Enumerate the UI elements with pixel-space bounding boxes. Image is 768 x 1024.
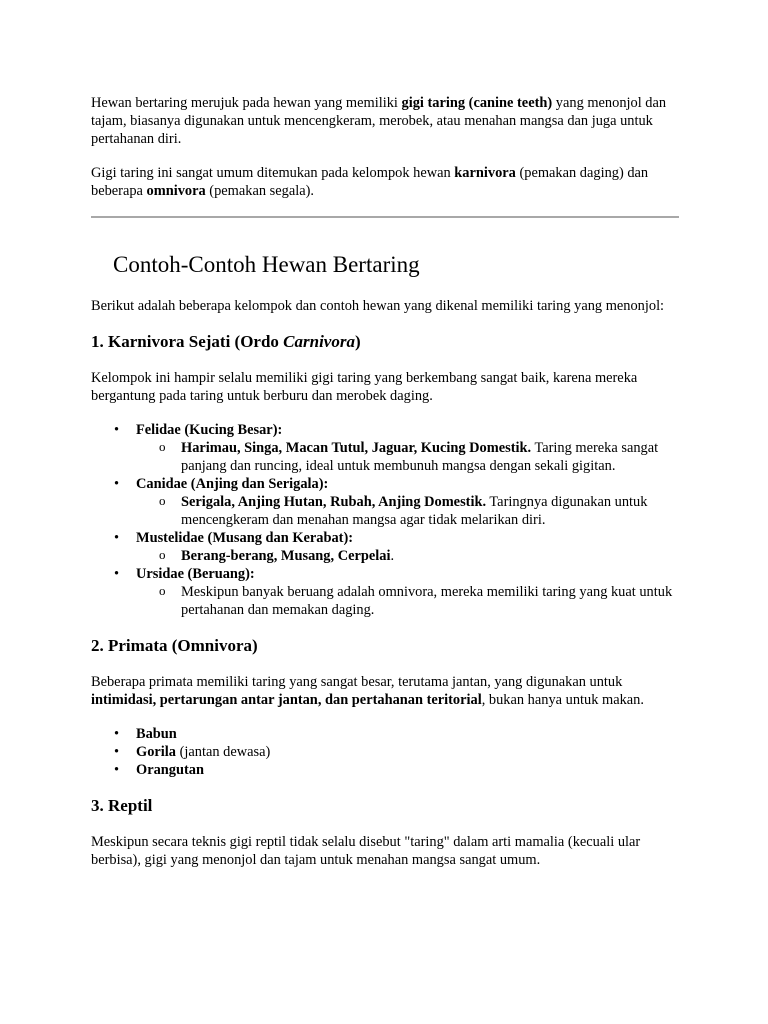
list-item: o Harimau, Singa, Macan Tutul, Jaguar, Kucing Domestik. Taring mereka sangat panjang dan runcing, ideal untuk membunuh mangsa dengan sekali gigitan. [136, 439, 681, 475]
sub-list [136, 439, 681, 475]
sub-list [136, 583, 681, 619]
section-1-description: Kelompok ini hampir selalu memiliki gigi taring yang berkembang sangat baik, karena mereka bergantung pada taring untuk berburu dan merobek daging. [91, 370, 638, 404]
section-heading-primata: 2. Primata (Omnivora) [91, 636, 258, 655]
term-canine-teeth: gigi taring (canine teeth) [401, 95, 553, 111]
sub-list [136, 493, 681, 529]
list-item: o Berang-berang, Musang, Cerpelai. [136, 547, 681, 565]
term-karnivora: karnivora [454, 165, 516, 181]
document-page [91, 94, 681, 869]
list-item: • Gorila (jantan dewasa) [91, 743, 681, 761]
section-3-description: Meskipun secara teknis gigi reptil tidak selalu disebut "taring" dalam arti mamalia (kecuali ular berbisa), gigi yang menonjol dan tajam untuk menahan mangsa sangat umum. [91, 834, 641, 868]
list-item: • Mustelidae (Musang dan Kerabat): o Berang-berang, Musang, Cerpelai. [91, 529, 681, 565]
intro-paragraph-1: Hewan bertaring merujuk pada hewan yang memiliki gigi taring (canine teeth) yang menonjol dan tajam, biasanya digunakan untuk mencengkeram, merobek, atau menahan mangsa dan juga untuk pertahanan diri. [91, 95, 667, 147]
list-item: o Serigala, Anjing Hutan, Rubah, Anjing Domestik. Taringnya digunakan untuk mencengkeram dan menahan mangsa agar tidak melarikan diri. [136, 493, 681, 529]
section-heading-karnivora: 1. Karnivora Sejati (Ordo Carnivora) [91, 332, 361, 351]
list-item: • Babun [91, 725, 681, 743]
carnivore-list [91, 421, 681, 619]
page-title: Contoh-Contoh Hewan Bertaring [113, 252, 420, 277]
horizontal-divider [91, 216, 679, 218]
section-heading-reptil: 3. Reptil [91, 796, 153, 815]
list-item: • Ursidae (Beruang): o Meskipun banyak beruang adalah omnivora, mereka memiliki taring yang kuat untuk pertahanan dan memakan daging. [91, 565, 681, 619]
primate-list [91, 725, 681, 779]
sub-list [136, 547, 681, 565]
term-omnivora: omnivora [146, 183, 206, 199]
list-item: o Meskipun banyak beruang adalah omnivora, mereka memiliki taring yang kuat untuk pertahanan dan memakan daging. [136, 583, 681, 619]
intro-paragraph-2: Gigi taring ini sangat umum ditemukan pada kelompok hewan karnivora (pemakan daging) dan beberapa omnivora (pemakan segala). [91, 165, 649, 199]
lead-paragraph: Berikut adalah beberapa kelompok dan contoh hewan yang dikenal memiliki taring yang menonjol: [91, 298, 665, 314]
list-item: • Canidae (Anjing dan Serigala): o Serigala, Anjing Hutan, Rubah, Anjing Domestik. Taringnya digunakan untuk mencengkeram dan menahan mangsa agar tidak melarikan diri. [91, 475, 681, 529]
list-item: • Felidae (Kucing Besar): o Harimau, Singa, Macan Tutul, Jaguar, Kucing Domestik. Taring mereka sangat panjang dan runcing, ideal untuk membunuh mangsa dengan sekali gigitan. [91, 421, 681, 475]
section-2-description: Beberapa primata memiliki taring yang sangat besar, terutama jantan, yang digunakan untuk intimidasi, pertarungan antar jantan, dan pertahanan teritorial, bukan hanya untuk makan. [91, 674, 644, 708]
list-item: • Orangutan [91, 761, 681, 779]
